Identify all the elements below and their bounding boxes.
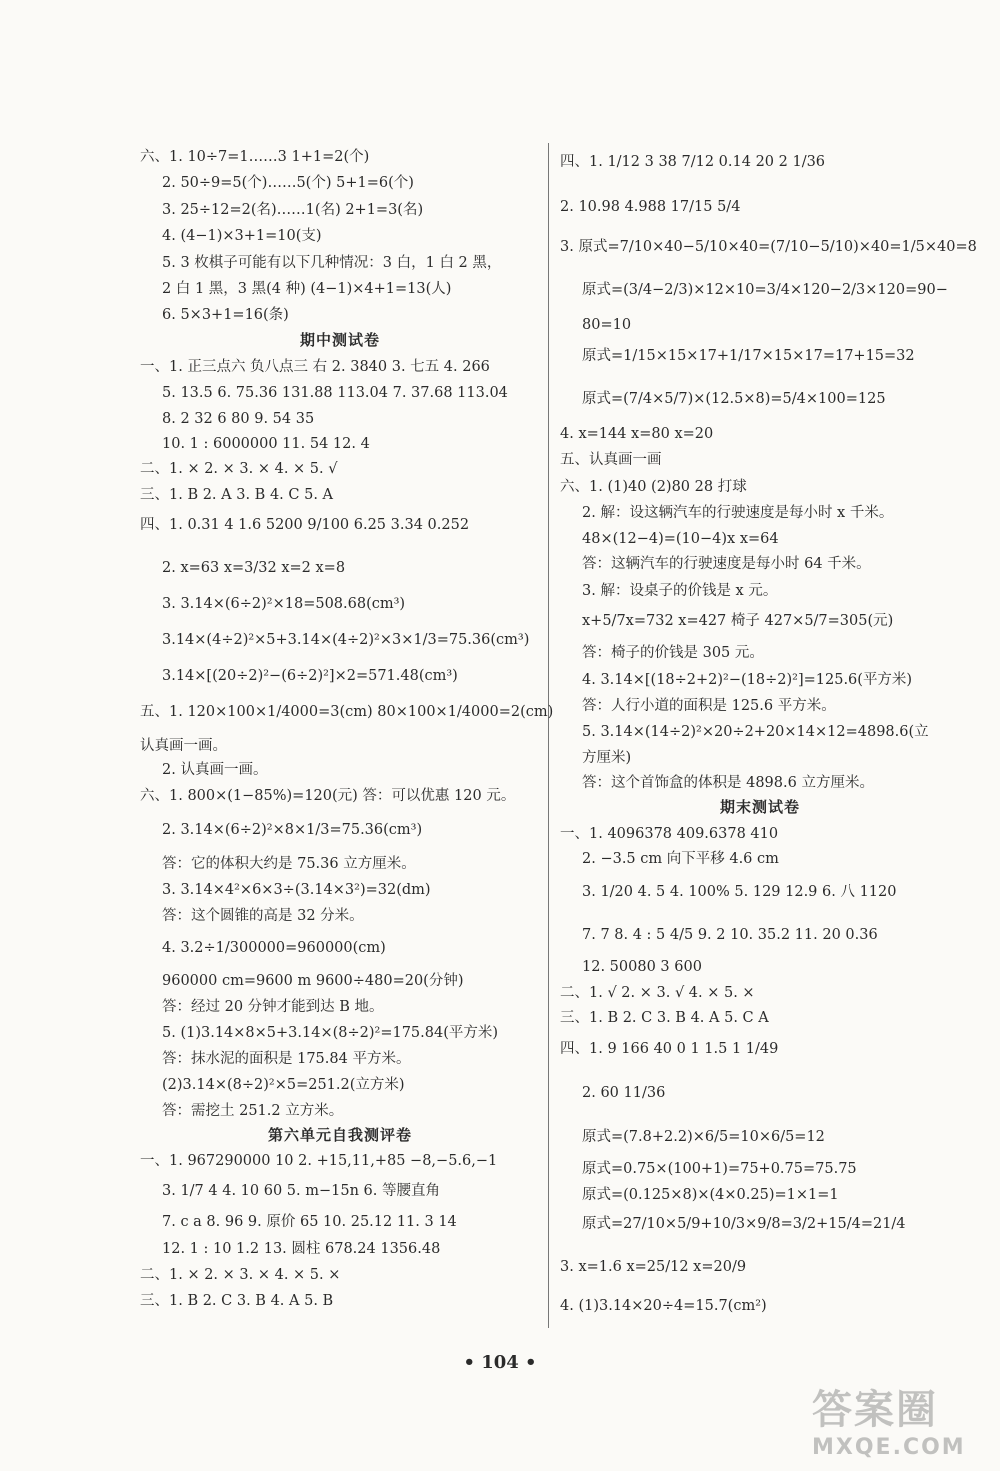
answer-line: 7. c a 8. 96 9. 原价 65 10. 25.12 11. 3 14 [162, 1214, 457, 1230]
answer-line: 3. 25÷12=2(名)……1(名) 2+1=3(名) [162, 202, 424, 218]
answer-line: 答：抹水泥的面积是 175.84 平方米。 [162, 1051, 411, 1067]
answer-line: 答：人行小道的面积是 125.6 平方米。 [582, 698, 836, 714]
answer-line: 答：经过 20 分钟才能到达 B 地。 [162, 999, 384, 1015]
answer-line: 认真画一画。 [140, 738, 227, 754]
answer-line: 4. 3.14×[(18÷2+2)²−(18÷2)²]=125.6(平方米) [582, 672, 913, 688]
answer-line: 5. 3.14×(14÷2)²×20÷2+20×14×12=4898.6(立 [582, 724, 929, 740]
answer-line: 2. 认真画一画。 [162, 762, 268, 778]
answer-line: 原式=(3/4−2/3)×12×10=3/4×120−2/3×120=90− [582, 282, 948, 298]
answer-line: 一、1. 4096378 409.6378 410 [560, 826, 779, 842]
answer-line: 原式=27/10×5/9+10/3×9/8=3/2+15/4=21/4 [582, 1216, 906, 1232]
answer-line: 答：这辆汽车的行驶速度是每小时 64 千米。 [582, 556, 871, 572]
answer-line: 7. 7 8. 4 : 5 4/5 9. 2 10. 35.2 11. 20 0.36 [582, 927, 878, 943]
answer-line: 五、认真画一画 [560, 452, 662, 468]
answer-line: 2. 10.98 4.988 17/15 5/4 [560, 199, 741, 215]
answer-line: 原式=0.75×(100+1)=75+0.75=75.75 [582, 1161, 857, 1177]
answer-line: x+5/7x=732 x=427 椅子 427×5/7=305(元) [582, 613, 894, 629]
answer-line: 一、1. 正三点六 负八点三 右 2. 3840 3. 七五 4. 266 [140, 359, 490, 375]
answer-line: 4. (1)3.14×20÷4=15.7(cm²) [560, 1298, 767, 1314]
answer-line: 四、1. 0.31 4 1.6 5200 9/100 6.25 3.34 0.252 [140, 517, 470, 533]
answer-line: 2. −3.5 cm 向下平移 4.6 cm [582, 851, 779, 867]
answer-line: 方厘米) [582, 750, 632, 766]
answer-line: 3. 1/20 4. 5 4. 100% 5. 129 12.9 6. 八 1120 [582, 884, 897, 900]
answer-line: 答：这个圆锥的高是 32 分米。 [162, 908, 364, 924]
answer-line: 2. 解：设这辆汽车的行驶速度是每小时 x 千米。 [582, 505, 894, 521]
section-heading-final: 期末测试卷 [719, 798, 800, 816]
answer-line: 3.14×[(20÷2)²−(6÷2)²]×2=571.48(cm³) [162, 668, 458, 684]
answer-line: 二、1. × 2. × 3. × 4. × 5. × [140, 1267, 341, 1283]
answer-line: 3. 1/7 4 4. 10 60 5. m−15n 6. 等腰直角 [162, 1183, 440, 1199]
answer-line: 二、1. × 2. × 3. × 4. × 5. √ [140, 461, 338, 477]
answer-line: 原式=(7/4×5/7)×(12.5×8)=5/4×100=125 [582, 391, 886, 407]
answer-line: 12. 1 : 10 1.2 13. 圆柱 678.24 1356.48 [162, 1241, 441, 1257]
page-number: • 104 • [463, 1352, 537, 1373]
answer-line: 960000 cm=9600 m 9600÷480=20(分钟) [162, 973, 464, 989]
answer-line: 5. (1)3.14×8×5+3.14×(8÷2)²=175.84(平方米) [162, 1025, 499, 1041]
answer-line: 2. x=63 x=3/32 x=2 x=8 [162, 560, 346, 576]
answer-line: 3. 3.14×4²×6×3÷(3.14×3²)=32(dm) [162, 882, 431, 898]
answer-line: 10. 1 : 6000000 11. 54 12. 4 [162, 436, 370, 452]
answer-line: 六、1. 800×(1−85%)=120(元) 答：可以优惠 120 元。 [140, 788, 516, 804]
answer-line: 5. 13.5 6. 75.36 131.88 113.04 7. 37.68 113.04 [162, 385, 508, 401]
answer-line: 二、1. √ 2. × 3. √ 4. × 5. × [560, 985, 755, 1001]
watermark-logo [812, 1378, 987, 1463]
answer-line: 三、1. B 2. C 3. B 4. A 5. B [140, 1293, 334, 1309]
answer-line: 原式=1/15×15×17+1/17×15×17=17+15=32 [582, 348, 915, 364]
watermark-title: 答案圈 [812, 1387, 938, 1433]
answer-line: 3. 解：设桌子的价钱是 x 元。 [582, 583, 778, 599]
answer-line: 6. 5×3+1=16(条) [162, 307, 289, 323]
answer-line: 2. 3.14×(6÷2)²×8×1/3=75.36(cm³) [162, 822, 423, 838]
answer-line: 80=10 [582, 317, 632, 333]
answer-line: 5. 3 枚棋子可能有以下几种情况：3 白，1 白 2 黑， [162, 255, 502, 271]
answer-line: 三、1. B 2. C 3. B 4. A 5. C A [560, 1010, 769, 1026]
answer-line: 4. 3.2÷1/300000=960000(cm) [162, 940, 386, 956]
column-divider [548, 143, 549, 1328]
answer-line: 2. 60 11/36 [582, 1085, 666, 1101]
answer-line: (2)3.14×(8÷2)²×5=251.2(立方米) [162, 1077, 405, 1093]
answer-line: 一、1. 967290000 10 2. +15,11,+85 −8,−5.6,−1 [140, 1153, 498, 1169]
answer-line: 答：它的体积大约是 75.36 立方厘米。 [162, 856, 416, 872]
section-heading-midterm: 期中测试卷 [299, 331, 380, 349]
watermark-url: MXQE.COM [812, 1435, 966, 1460]
answer-line: 48×(12−4)=(10−4)x x=64 [582, 531, 779, 547]
answer-line: 2 白 1 黑，3 黑(4 种) (4−1)×4+1=13(人) [162, 281, 452, 297]
answer-line: 四、1. 9 166 40 0 1 1.5 1 1/49 [560, 1041, 779, 1057]
answer-line: 原式=(0.125×8)×(4×0.25)=1×1=1 [582, 1187, 839, 1203]
answer-line: 原式=(7.8+2.2)×6/5=10×6/5=12 [582, 1129, 825, 1145]
answer-line: 12. 50080 3 600 [582, 959, 702, 975]
answer-line: 五、1. 120×100×1/4000=3(cm) 80×100×1/4000=2(cm) [140, 704, 554, 720]
answer-line: 3. x=1.6 x=25/12 x=20/9 [560, 1259, 747, 1275]
answer-line: 8. 2 32 6 80 9. 54 35 [162, 411, 315, 427]
answer-line: 4. (4−1)×3+1=10(支) [162, 228, 322, 244]
answer-line: 六、1. (1)40 (2)80 28 打球 [560, 479, 747, 495]
answer-line: 3. 3.14×(6÷2)²×18=508.68(cm³) [162, 596, 406, 612]
answer-line: 4. x=144 x=80 x=20 [560, 426, 714, 442]
answer-line: 答：椅子的价钱是 305 元。 [582, 645, 764, 661]
answer-line: 答：这个首饰盒的体积是 4898.6 立方厘米。 [582, 775, 874, 791]
answer-line: 3.14×(4÷2)²×5+3.14×(4÷2)²×3×1/3=75.36(cm³) [162, 632, 530, 648]
answer-line: 三、1. B 2. A 3. B 4. C 5. A [140, 487, 334, 503]
answer-line: 3. 原式=7/10×40−5/10×40=(7/10−5/10)×40=1/5×40=8 [560, 239, 977, 255]
answer-line: 六、1. 10÷7=1……3 1+1=2(个) [140, 149, 370, 165]
answer-line: 2. 50÷9=5(个)……5(个) 5+1=6(个) [162, 175, 414, 191]
answer-line: 答：需挖土 251.2 立方米。 [162, 1103, 344, 1119]
section-heading-unit-six: 第六单元自我测评卷 [267, 1126, 412, 1144]
answer-line: 四、1. 1/12 3 38 7/12 0.14 20 2 1/36 [560, 154, 826, 170]
